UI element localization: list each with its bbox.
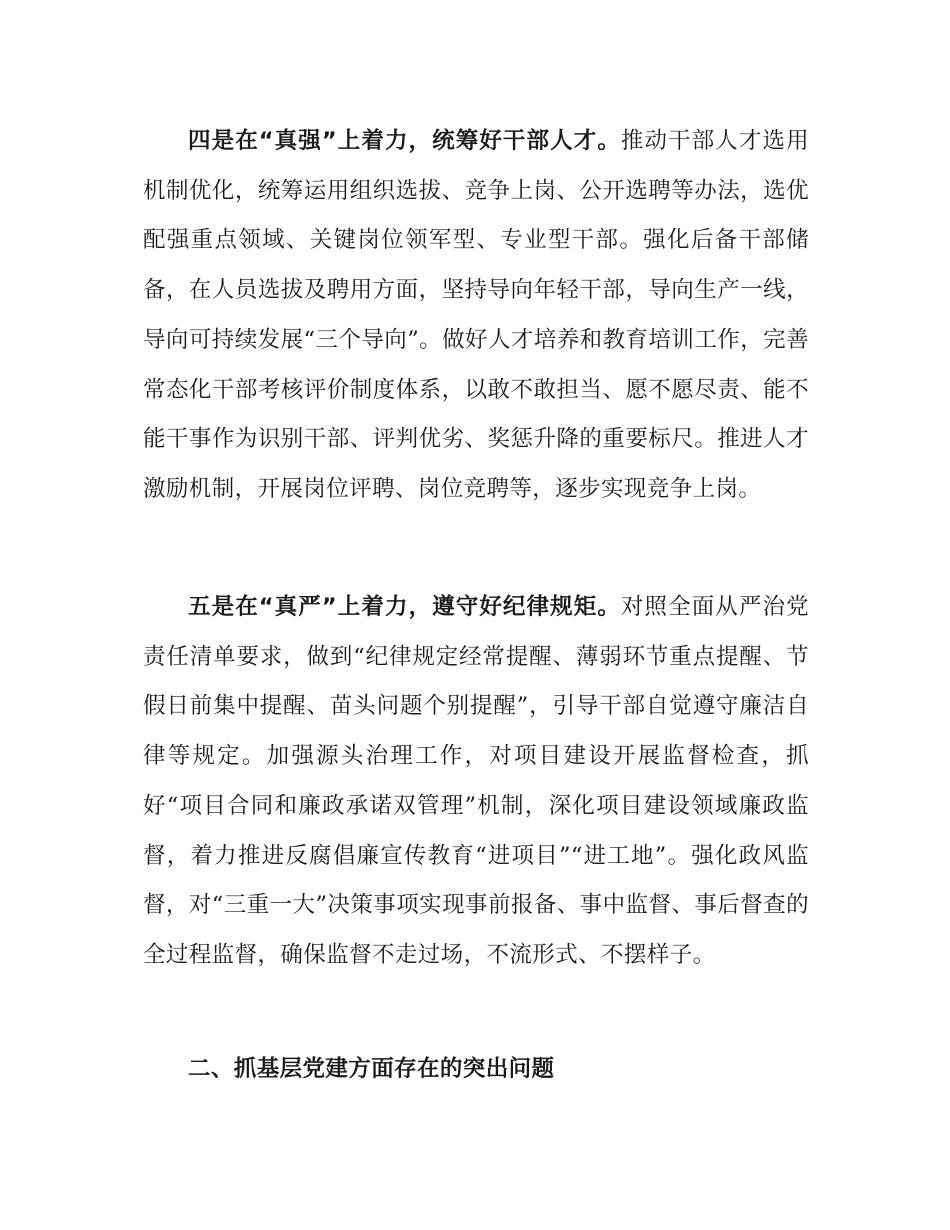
paragraph-four-body: 推动干部人才选用机制优化，统筹运用组织选拔、竞争上岗、公开选聘等办法，选优配强重点领域、关键岗位领军型、专业型干部。强化后备干部储备，在人员选拔及聘用方面，坚持导向年轻干部，导向生产一线，导向可持续发展“三个导向”。做好人才培养和教育培训工作，完善常态化干部考核评价制度体系，以敢不敢担当、愿不愿尽责、能不能干事作为识别干部、评判优劣、奖惩升降的重要标尺。推进人才激励机制，开展岗位评聘、岗位竞聘等，逐步实现竞争上岗。 [143,128,809,502]
paragraph-four-lead: 四是在“真强”上着力，统筹好干部人才。 [188,128,621,154]
section-heading: 二、抓基层党建方面存在的突出问题 [188,1056,555,1082]
paragraph-five [143,583,809,981]
paragraph-five-lead: 五是在“真严”上着力，遵守好纪律规矩。 [188,594,621,620]
paragraph-four [143,117,809,515]
paragraph-five-body: 对照全面从严治党责任清单要求，做到“纪律规定经常提醒、薄弱环节重点提醒、节假日前集中提醒、苗头问题个别提醒”，引导干部自觉遵守廉洁自律等规定。加强源头治理工作，对项目建设开展监督检查，抓好“项目合同和廉政承诺双管理”机制，深化项目建设领域廉政监督，着力推进反腐倡廉宣传教育“进项目”“进工地”。强化政风监督，对“三重一大”决策事项实现事前报备、事中监督、事后督查的全过程监督，确保监督不走过场，不流形式、不摆样子。 [143,594,809,968]
